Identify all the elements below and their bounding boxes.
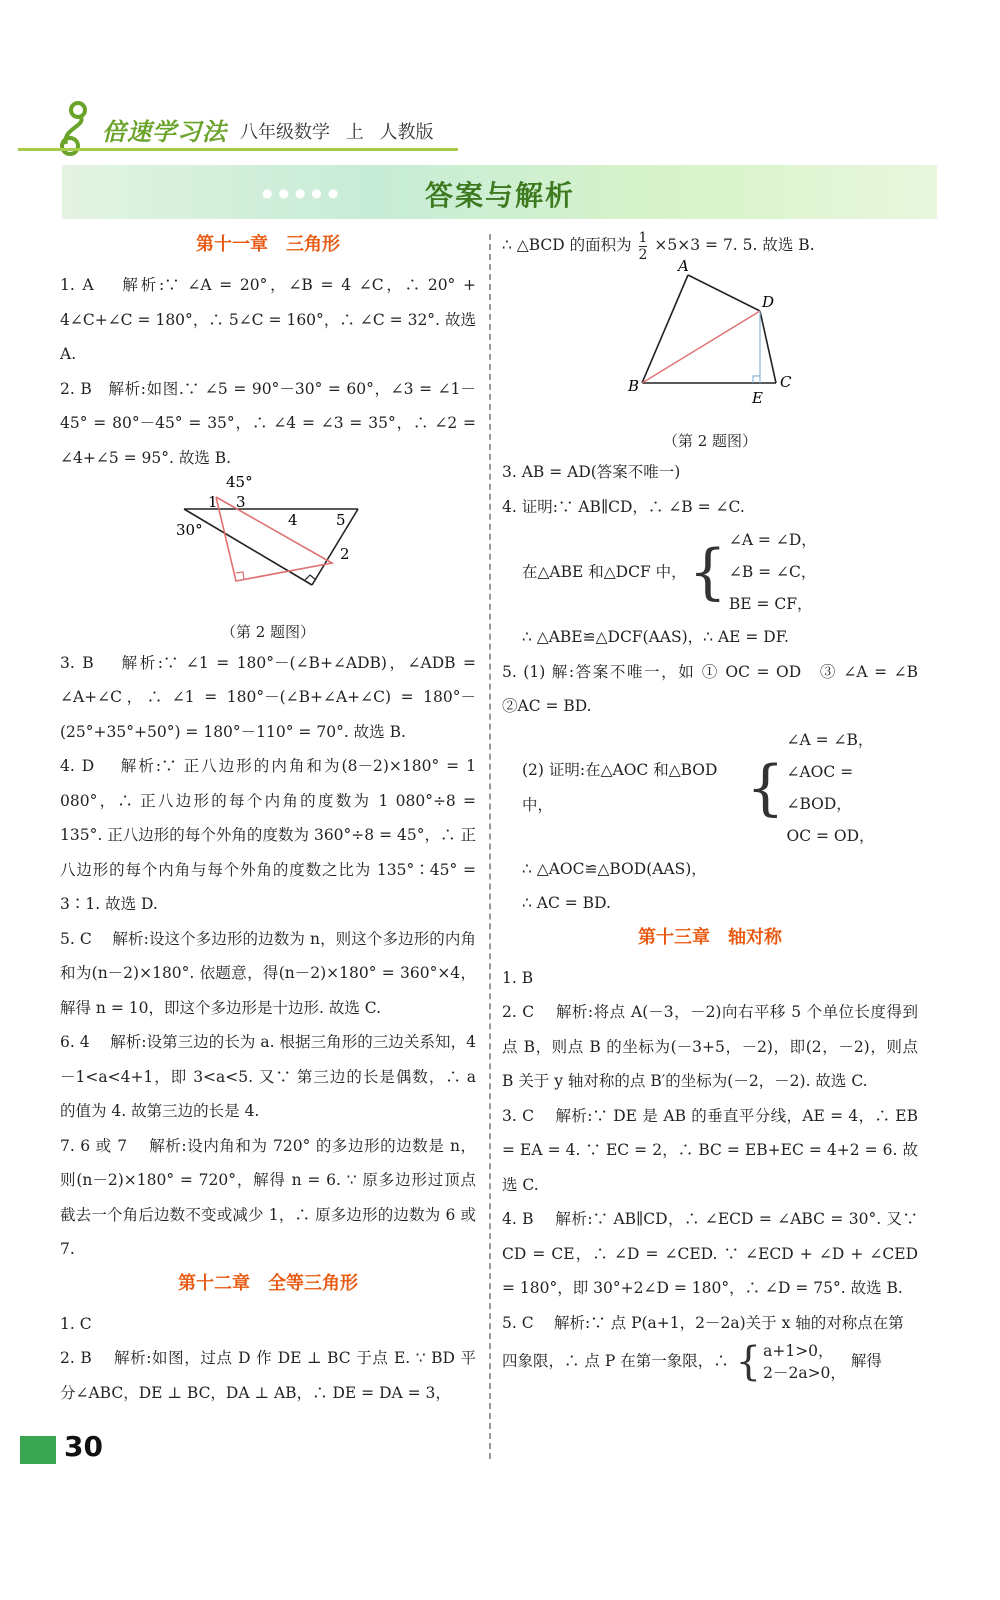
chapter-12-title: 第十二章 全等三角形 [178,1272,358,1294]
brace-conditions: ∠A = ∠D， ∠B = ∠C， BE = CF， [728,531,817,613]
label-4: 4 [288,511,298,529]
answer-11-5: 5. C 解析:设这个多边形的边数为 n，则这个多边形的内角和为(n－2)×180°. 依题意，得(n－2)×180° = 360°×4，解得 n = 10，即这个多边形是十边形. 故选 C. [60,929,476,1017]
answer-13-1: 1. B [502,968,534,987]
figure-11-2 [60,473,476,644]
column-divider [489,234,491,1459]
header-divider [18,148,458,151]
answer-11-4: 4. D 解析:∵ 正八边形的内角和为(8－2)×180° = 1 080°，∴ 正八边形的每个内角的度数为 1 080°÷8 = 135°. 正八边形的每个外角的度数为 360°÷8 = 45°，∴ 正八边形的每个内角与每个外角的度数之比为 135°∶45° = 3∶1. 故选 D. [60,757,476,913]
answer-12-1: 1. C [60,1314,92,1333]
answer-12-3: 3. AB = AD(答案不唯一) [502,463,681,481]
answer-12-4-end: ∴ △ABE≌△DCF(AAS)，∴ AE = DF. [522,628,789,646]
page-title: 答案与解析 [424,179,575,212]
figure-caption: （第 2 题图） [662,432,758,450]
label-E: E [752,388,763,407]
area-text: ∴ △BCD 的面积为 [502,236,632,254]
label-30: 30° [176,521,203,539]
chapter-13-title: 第十三章 轴对称 [638,926,782,948]
label-2: 2 [340,545,350,563]
area-text-tail: ×5×3 = 7. 5. 故选 B. [654,236,815,254]
label-1: 1 [208,493,218,511]
answer-12-5-1: 5. (1) 解:答案不唯一，如 ① OC = OD ③ ∠A = ∠B ②AC = BD. [502,662,934,715]
figure-caption: （第 2 题图） [220,622,316,641]
brace-icon: { [746,752,785,823]
book-subtitle: 八年级数学 上 人教版 [240,122,434,143]
chapter-11-title: 第十一章 三角形 [196,234,340,255]
label-5: 5 [336,511,346,529]
page-header [0,0,1000,212]
fraction: $\frac{1}{2}$ [638,229,648,263]
answer-11-1: 1. A 解析:∵ ∠A = 20°，∠B = 4 ∠C，∴ 20° + 4∠C+∠C = 180°，∴ 5∠C = 160°，∴ ∠C = 32°. 故选 A. [60,276,476,363]
answer-11-2: 2. B 解析:如图.∵ ∠5 = 90°－30° = 60°，∠3 = ∠1－45° = 80°－45° = 35°，∴ ∠4 = ∠3 = 35°，∴ ∠2 = ∠4+∠5 = 95°. 故选 B. [60,379,476,467]
quadrilateral-figure [502,256,918,417]
answer-11-3: 3. B 解析:∵ ∠1 = 180°－(∠B+∠ADB)，∠ADB = ∠A+∠C，∴ ∠1 = 180°－(∠B+∠A+∠C) = 180°－(25°+35°+50°) = 180°－110° = 70°. 故选 B. [60,653,476,741]
label-3: 3 [236,493,246,511]
answer-13-5: 5. C 解析:∵ 点 P(a+1，2－2a)关于 x 轴的对称点在第四象限，∴ 点 P 在第一象限，∴ { a+1>0， 2－2a>0， 解得 [502,1313,904,1385]
answer-12-4-head: 4. 证明:∵ AB∥CD，∴ ∠B = ∠C. [502,497,745,516]
label-A: A [678,256,689,275]
figure-12-2 [502,256,918,454]
answer-13-2: 2. C 解析:将点 A(－3，－2)向右平移 5 个单位长度得到点 B，则点 B 的坐标为(－3+5，－2)，即(2，－2)，则点 B 关于 y 轴对称的点 B′的坐标为(－2，－2). 故选 C. [502,1003,918,1090]
proof-system-12-5 [502,724,918,852]
proof-system-12-4 [502,524,918,620]
label-D: D [762,292,775,311]
answer-11-7: 7. 6 或 7 解析:设内角和为 720° 的多边形的边数是 n，则(n－2)×180° = 720°，解得 n = 6. ∵ 原多边形过顶点截去一个角后边数不变或减少 1，∴ 原多边形的边数为 6 或 7. [60,1136,476,1258]
answer-12-2-cont [502,228,918,263]
brand-name: 倍速学习法 [102,118,227,146]
answer-13-3: 3. C 解析:∵ DE 是 AB 的垂直平分线，AE = 4，∴ EB = EA = 4. ∵ EC = 2，∴ BC = EB+EC = 4+2 = 6. 故选 C. [502,1106,918,1194]
brace-icon: { [688,537,727,607]
answer-12-2: 2. B 解析:如图，过点 D 作 DE ⊥ BC 于点 E. ∵ BD 平分∠ABC，DE ⊥ BC，DA ⊥ AB，∴ DE = DA = 3， [60,1349,476,1402]
triangle-figure [60,473,476,607]
inequalities: a+1>0， 2－2a>0， [763,1342,846,1382]
page-number: 30 [64,1430,103,1463]
proof-intro: 在△ABE 和△DCF 中， [522,562,687,581]
left-column [60,228,476,1410]
answer-12-5-end1: ∴ △AOC≌△BOD(AAS)， [522,859,707,878]
banner-dots-icon: ●●●●● [262,186,345,200]
inequality-system [734,1340,846,1384]
answer-11-6: 6. 4 解析:设第三边的长为 a. 根据三角形的三边关系知，4－1<a<4+1，即 3<a<5. 又∵ 第三边的长是偶数，∴ a 的值为 4. 故第三边的长是 4. [60,1033,476,1120]
label-45: 45° [226,473,253,491]
answer-13-4: 4. B 解析:∵ AB∥CD，∴ ∠ECD = ∠ABC = 30°. 又∵ CD = CE，∴ ∠D = ∠CED. ∵ ∠ECD + ∠D + ∠CED = 180°，即 30°+2∠D = 180°，∴ ∠D = 75°. 故选 B. [502,1210,918,1297]
brace-icon: { [735,1339,762,1385]
label-C: C [780,372,792,391]
right-column [502,228,934,1385]
label-B: B [628,376,640,395]
brace-conditions: ∠A = ∠B， ∠AOC = ∠BOD， OC = OD， [786,730,875,845]
proof-intro: (2) 证明:在△AOC 和△BOD 中， [522,761,718,814]
answer-12-5-end2: ∴ AC = BD. [522,894,611,912]
page-number-badge [20,1436,56,1464]
